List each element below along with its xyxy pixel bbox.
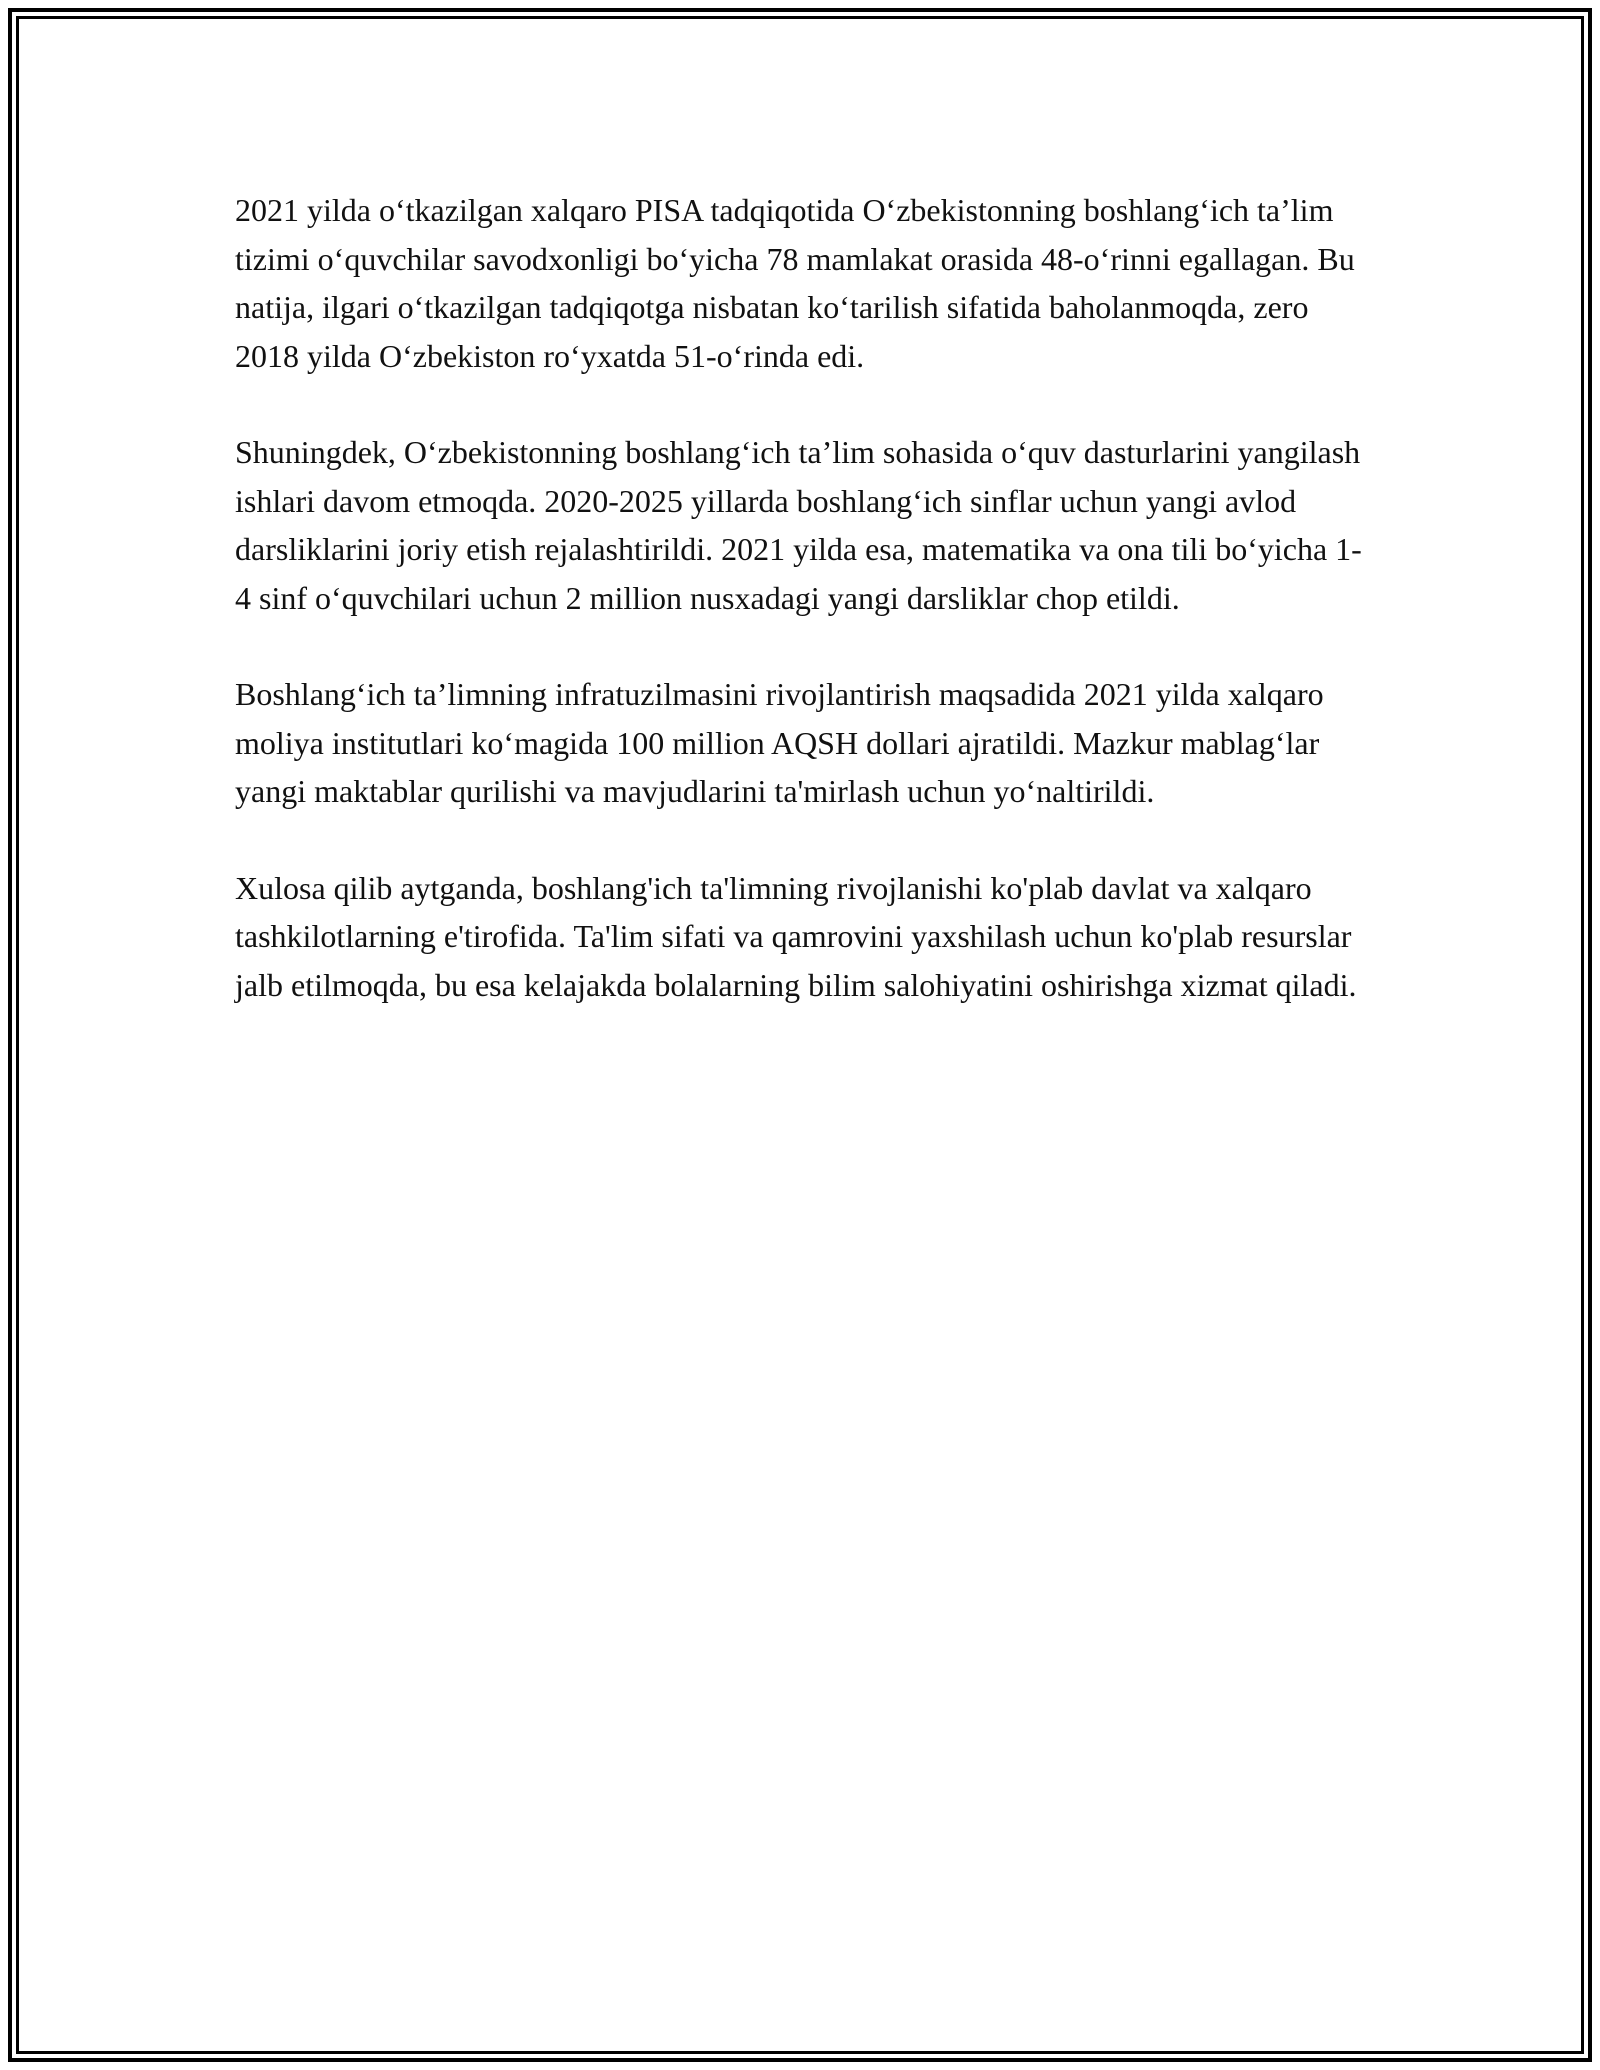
paragraph-infrastructure-funding: Boshlang‘ich ta’limning infratuzilmasini rivojlantirish maqsadida 2021 yilda xalqaro moliya institutlari ko‘magida 100 million AQSH dollari ajratildi. Mazkur mablag‘lar yangi maktablar qurilishi va mavjudlarini ta'mirlash uchun yo‘naltirildi. [235,676,1324,809]
paragraph-conclusion: Xulosa qilib aytganda, boshlang'ich ta'limning rivojlanishi ko'plab davlat va xalqaro tashkilotlarning e'tirofida. Ta'lim sifati va qamrovini yaxshilash uchun ko'plab resurslar jalb etilmoqda, bu esa kelajakda bolalarning bilim salohiyatini oshirishga xizmat qiladi. [235,869,1357,1003]
document-body [235,186,1375,1057]
paragraph-curriculum-update: Shuningdek, O‘zbekistonning boshlang‘ich ta’lim sohasida o‘quv dasturlarini yangilash ishlari davom etmoqda. 2020-2025 yillarda boshlang‘ich sinflar uchun yangi avlod darsliklarini joriy etish rejalashtirildi. 2021 yilda esa, matematika va ona tili bo‘yicha 1-4 sinf o‘quvchilari uchun 2 million nusxadagi yangi darsliklar chop etildi. [235,434,1362,616]
paragraph-pisa-results: 2021 yilda o‘tkazilgan xalqaro PISA tadqiqotida O‘zbekistonning boshlang‘ich ta’lim tizimi o‘quvchilar savodxonligi bo‘yicha 78 mamlakat orasida 48-o‘rinni egallagan. Bu natija, ilgari o‘tkazilgan tadqiqotga nisbatan ko‘tarilish sifatida baholanmoqda, zero 2018 yilda O‘zbekiston ro‘yxatda 51-o‘rinda edi. [235,192,1355,374]
